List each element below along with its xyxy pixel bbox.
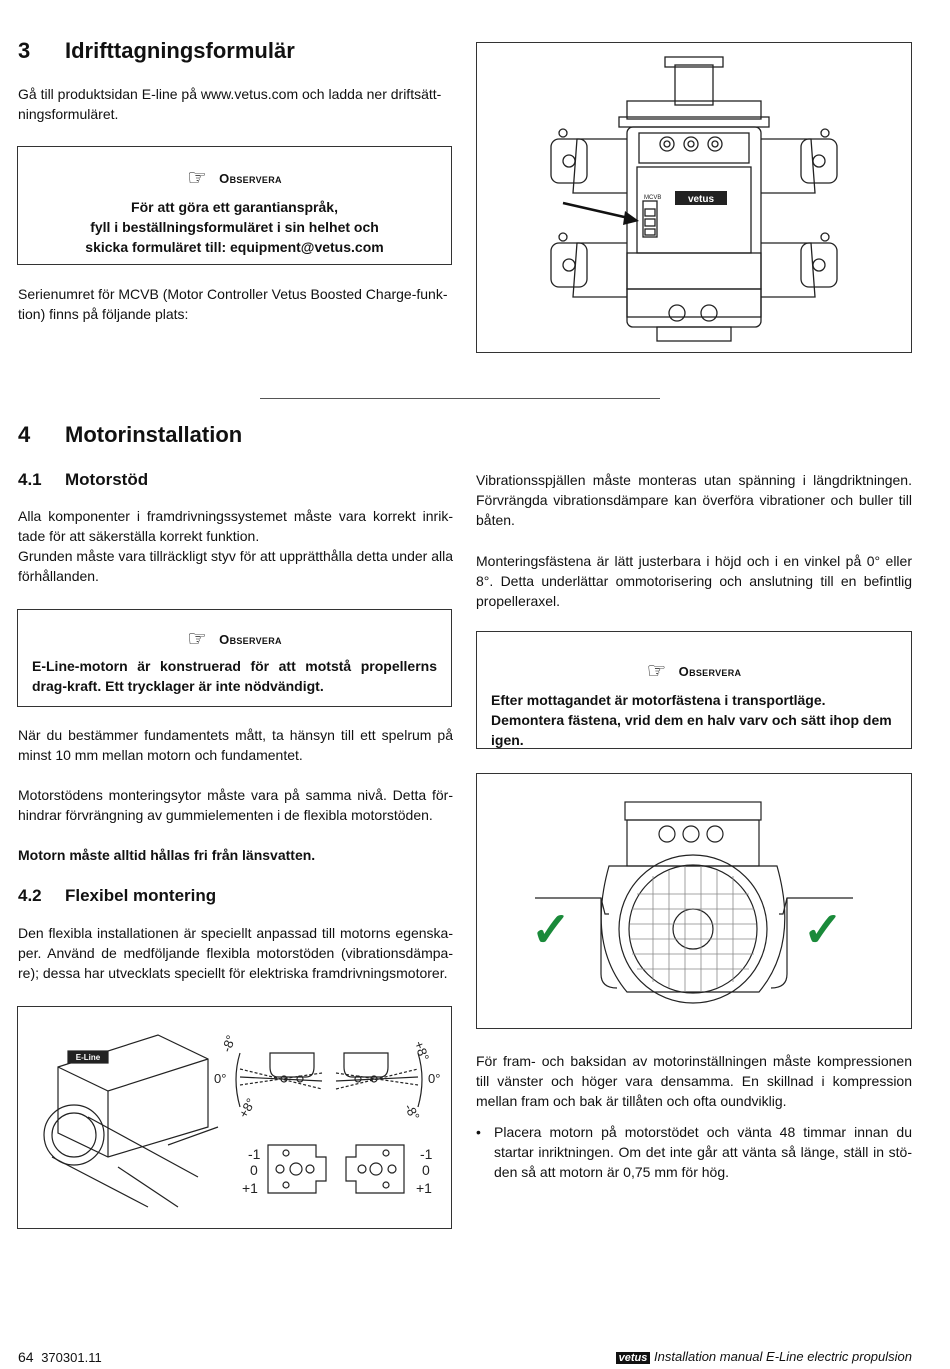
note-text bbox=[18, 197, 451, 257]
angle-label: +8° bbox=[235, 1095, 259, 1121]
mcvb-label: MCVB bbox=[644, 195, 662, 201]
subsection-4-2-heading bbox=[18, 886, 458, 910]
figure-flexible-mounts bbox=[17, 1006, 452, 1229]
paragraph: Den flexibla installationen är speciellt anpassad till motorns egenska-per. Använd de medföljande flexibla motorstöden (vibrationsdämpa-re); dessa har utvecklats speciellt för elektriska framdrivningsmotorer. bbox=[18, 925, 453, 981]
section-number: 4 bbox=[18, 422, 31, 447]
footer-right bbox=[616, 1349, 912, 1364]
page-number: 64 bbox=[18, 1349, 34, 1365]
note-heading-label: Observera bbox=[678, 663, 742, 679]
motor-brand-label: E-Line bbox=[75, 1053, 101, 1062]
note-heading-label: Observera bbox=[219, 170, 282, 186]
pointing-hand-icon: ☞ bbox=[187, 165, 208, 190]
paragraph: För fram- och baksidan av motorinställningen måste kompressionen till vänster och höger vara densamma. En skillnad i kompression mellan fram och bak är tillåten och ofta oundviklig. bbox=[476, 1053, 912, 1109]
angle-label: 0° bbox=[214, 1071, 227, 1086]
height-label: 0 bbox=[250, 1162, 258, 1178]
height-label: +1 bbox=[242, 1180, 258, 1196]
note-box-thrust bbox=[17, 609, 452, 707]
height-label: -1 bbox=[420, 1146, 433, 1162]
section-3-heading bbox=[18, 38, 458, 68]
paragraph: Motorstödens monteringsytor måste vara på samma nivå. Detta för-hindrar förvrängning av gummielementen i de flexibla motorstöden. bbox=[18, 787, 453, 823]
note-text: Efter mottagandet är motorfästena i transportläge. Demontera fästena, vrid dem en halv varv och sätt ihop dem igen. bbox=[491, 692, 892, 748]
section-title: Motorinstallation bbox=[65, 422, 243, 447]
pointer-arrow-icon bbox=[563, 203, 633, 219]
note-box-warranty bbox=[17, 146, 452, 265]
angle-label: 0° bbox=[428, 1071, 441, 1086]
note-heading bbox=[18, 628, 451, 650]
bullet-marker: • bbox=[476, 1124, 481, 1140]
subsection-4-1-heading bbox=[18, 470, 458, 494]
section-4-heading bbox=[18, 422, 458, 452]
brand-label: vetus bbox=[687, 194, 715, 205]
footer-brand-logo: vetus bbox=[616, 1352, 651, 1364]
figure-motor-alignment bbox=[476, 773, 912, 1029]
paragraph: Alla komponenter i framdrivningssystemet måste vara korrekt inrik-tade för att säkerställa korrekt funktion. bbox=[18, 508, 453, 544]
footer-title: Installation manual E-Line electric propulsion bbox=[654, 1349, 912, 1364]
pointing-hand-icon: ☞ bbox=[646, 658, 667, 683]
note-line: För att göra ett garantianspråk, bbox=[131, 199, 338, 215]
note-box-transport bbox=[476, 631, 912, 749]
document-code: 370301.11 bbox=[41, 1350, 102, 1365]
note-text: E-Line-motorn är konstruerad för att motstå propellerns drag-kraft. Ett trycklager är inte nödvändigt. bbox=[32, 658, 437, 694]
paragraph: Vibrationsspjällen måste monteras utan spänning i längdriktningen. Förvrängda vibrationsdämpare kan överföra vibrationer och buller till båten. bbox=[476, 472, 912, 528]
subsection-title: Flexibel montering bbox=[65, 886, 217, 905]
section-3-intro: Gå till produktsidan E-line på www.vetus.com och ladda ner driftsätt-ningsformuläret. bbox=[18, 86, 442, 122]
serial-number-text: Serienumret för MCVB (Motor Controller Vetus Boosted Charge-funk-tion) finns på följande plats: bbox=[18, 286, 448, 322]
paragraph: När du bestämmer fundamentets mått, ta hänsyn till ett spelrum på minst 10 mm mellan motorn och fundamentet. bbox=[18, 727, 453, 763]
height-label: +1 bbox=[416, 1180, 432, 1196]
subsection-number: 4.2 bbox=[18, 886, 42, 905]
note-heading bbox=[477, 660, 911, 682]
bullet-item bbox=[476, 1122, 912, 1182]
angle-label: -8° bbox=[401, 1101, 423, 1124]
note-heading-label: Observera bbox=[219, 631, 282, 647]
subsection-title: Motorstöd bbox=[65, 470, 149, 489]
checkmark-icon: ✓ bbox=[530, 904, 572, 957]
height-label: -1 bbox=[248, 1146, 261, 1162]
angle-label: +8° bbox=[411, 1038, 433, 1063]
bullet-text: Placera motorn på motorstödet och vänta 48 timmar innan du startar inriktningen. Om det inte går att vänta så länge, ställ in stö-den så att motorn är 0,75 mm för hög. bbox=[494, 1124, 912, 1180]
motor-top-view-illustration bbox=[477, 43, 911, 352]
section-divider bbox=[260, 398, 660, 399]
note-heading bbox=[18, 167, 451, 189]
checkmark-icon: ✓ bbox=[802, 904, 844, 957]
section-title: Idrifttagningsformulär bbox=[65, 38, 295, 63]
section-number: 3 bbox=[18, 38, 31, 63]
angle-label: -8° bbox=[218, 1033, 239, 1055]
note-line: fyll i beställningsformuläret i sin helhet och bbox=[90, 219, 379, 235]
note-line: skicka formuläret till: equipment@vetus.com bbox=[85, 239, 384, 255]
motor-front-view-illustration bbox=[477, 774, 911, 1028]
figure-mcvb-location bbox=[476, 42, 912, 353]
warning-paragraph: Motorn måste alltid hållas fri från länsvatten. bbox=[18, 847, 316, 863]
pointing-hand-icon: ☞ bbox=[187, 626, 208, 651]
footer-left bbox=[18, 1349, 102, 1365]
height-label: 0 bbox=[422, 1162, 430, 1178]
subsection-number: 4.1 bbox=[18, 470, 42, 489]
flexible-mount-illustration bbox=[18, 1007, 451, 1228]
paragraph: Grunden måste vara tillräckligt styv för att upprätthålla detta under alla förhållanden. bbox=[18, 548, 453, 584]
paragraph: Monteringsfästena är lätt justerbara i höjd och i en vinkel på 0° eller 8°. Detta underlättar ommotorisering och anslutning till en befintlig propelleraxel. bbox=[476, 553, 912, 609]
